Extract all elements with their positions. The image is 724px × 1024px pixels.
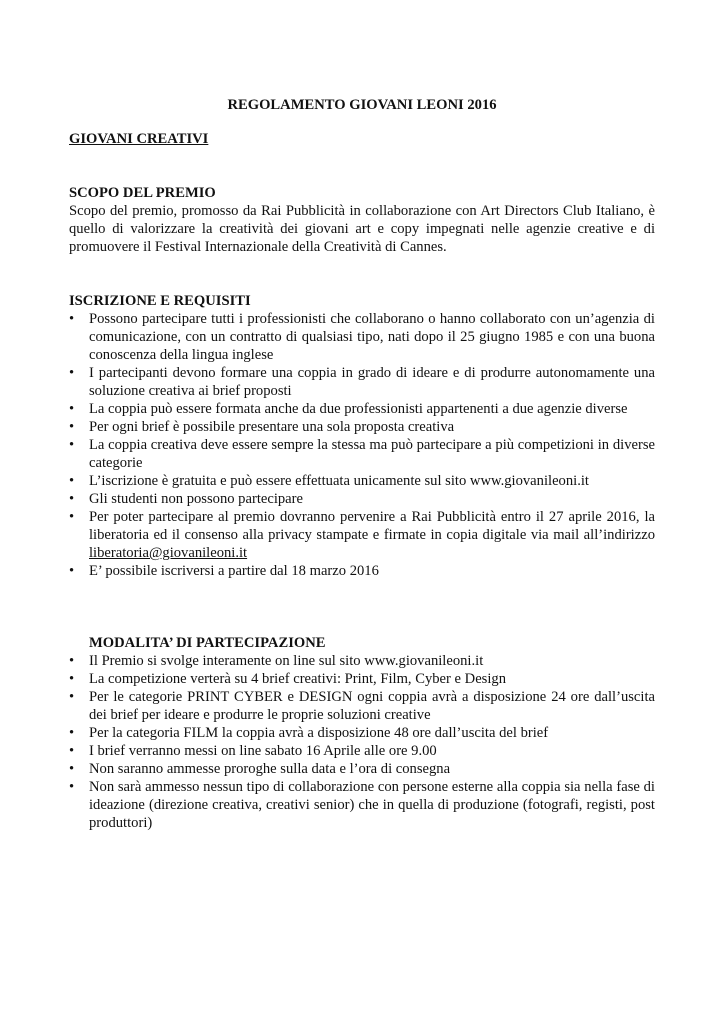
section-iscrizione [69, 292, 655, 580]
modalita-list [69, 652, 655, 832]
document-title: REGOLAMENTO GIOVANI LEONI 2016 [227, 97, 497, 113]
bullet-icon: • [69, 563, 75, 579]
list-item: • Gli studenti non possono partecipare [69, 491, 303, 507]
bullet-icon: • [69, 473, 75, 489]
list-item: • Per ogni brief è possibile presentare una sola proposta creativa [69, 419, 455, 435]
bullet-icon: • [69, 761, 75, 777]
list-item: • Il Premio si svolge interamente on line sul sito www.giovanileoni.it [69, 653, 484, 669]
bullet-icon: • [69, 725, 75, 741]
list-item: • La competizione verterà su 4 brief creativi: Print, Film, Cyber e Design [69, 671, 507, 687]
bullet-icon: • [69, 491, 75, 507]
list-item: • I partecipanti devono formare una coppia in grado di ideare e di produrre autonomamente una soluzione creativa ai brief proposti [69, 365, 655, 399]
bullet-icon: • [69, 779, 75, 795]
document-page [69, 96, 655, 832]
list-item-privacy: • Per poter partecipare al premio dovranno pervenire a Rai Pubblicità entro il 27 aprile 2016, la liberatoria ed il consenso alla privacy stampate e firmate in copia digitale via mail all’indirizzo liberatoria@giovanileoni.it [69, 509, 655, 561]
section-modalita [69, 634, 655, 832]
section-scopo-text: Scopo del premio, promosso da Rai Pubblicità in collaborazione con Art Directors Club Italiano, è quello di valorizzare la creatività dei giovani art e copy impegnati nelle agenzie creative e di promuovere il Festival Internazionale della Creatività di Cannes. [69, 203, 655, 255]
list-item: • Per le categorie PRINT CYBER e DESIGN ogni coppia avrà a disposizione 24 ore dall’uscita dei brief per ideare e produrre le proprie soluzioni creative [69, 689, 655, 723]
bullet-icon: • [69, 311, 75, 327]
bullet-icon: • [69, 419, 75, 435]
list-item: • La coppia creativa deve essere sempre la stessa ma può partecipare a più competizioni in diverse categorie [69, 437, 655, 471]
section-iscrizione-heading: ISCRIZIONE E REQUISITI [69, 293, 251, 309]
category-title: GIOVANI CREATIVI [69, 131, 209, 147]
section-scopo [69, 184, 655, 256]
list-item: • I brief verranno messi on line sabato 16 Aprile alle ore 9.00 [69, 743, 437, 759]
bullet-icon: • [69, 401, 75, 417]
bullet-icon: • [69, 365, 75, 381]
section-modalita-heading: MODALITA’ DI PARTECIPAZIONE [89, 635, 326, 651]
bullet-icon: • [69, 689, 75, 705]
list-item: • Possono partecipare tutti i professionisti che collaborano o hanno collaborato con un’agenzia di comunicazione, con un contratto di qualsiasi tipo, nati dopo il 25 giugno 1985 e con una buona conoscenza della lingua inglese [69, 311, 655, 363]
list-item: • La coppia può essere formata anche da due professionisti appartenenti a due agenzie diverse [69, 401, 628, 417]
iscrizione-list [69, 310, 655, 580]
list-item: • E’ possibile iscriversi a partire dal 18 marzo 2016 [69, 563, 379, 579]
list-item: • Per la categoria FILM la coppia avrà a disposizione 48 ore dall’uscita del brief [69, 725, 549, 741]
bullet-icon: • [69, 437, 75, 453]
bullet-icon: • [69, 509, 75, 525]
liberatoria-email-link[interactable]: liberatoria@giovanileoni.it [89, 545, 248, 561]
list-item: • L’iscrizione è gratuita e può essere effettuata unicamente sul sito www.giovanileoni.it [69, 473, 589, 489]
bullet-icon: • [69, 653, 75, 669]
section-scopo-heading: SCOPO DEL PREMIO [69, 185, 216, 201]
list-item: • Non sarà ammesso nessun tipo di collaborazione con persone esterne alla coppia sia nella fase di ideazione (direzione creativa, creativi senior) che in quella di produzione (fotografi, registi, post produttori) [69, 779, 655, 831]
bullet-icon: • [69, 671, 75, 687]
bullet-icon: • [69, 743, 75, 759]
list-item: • Non saranno ammesse proroghe sulla data e l’ora di consegna [69, 761, 451, 777]
